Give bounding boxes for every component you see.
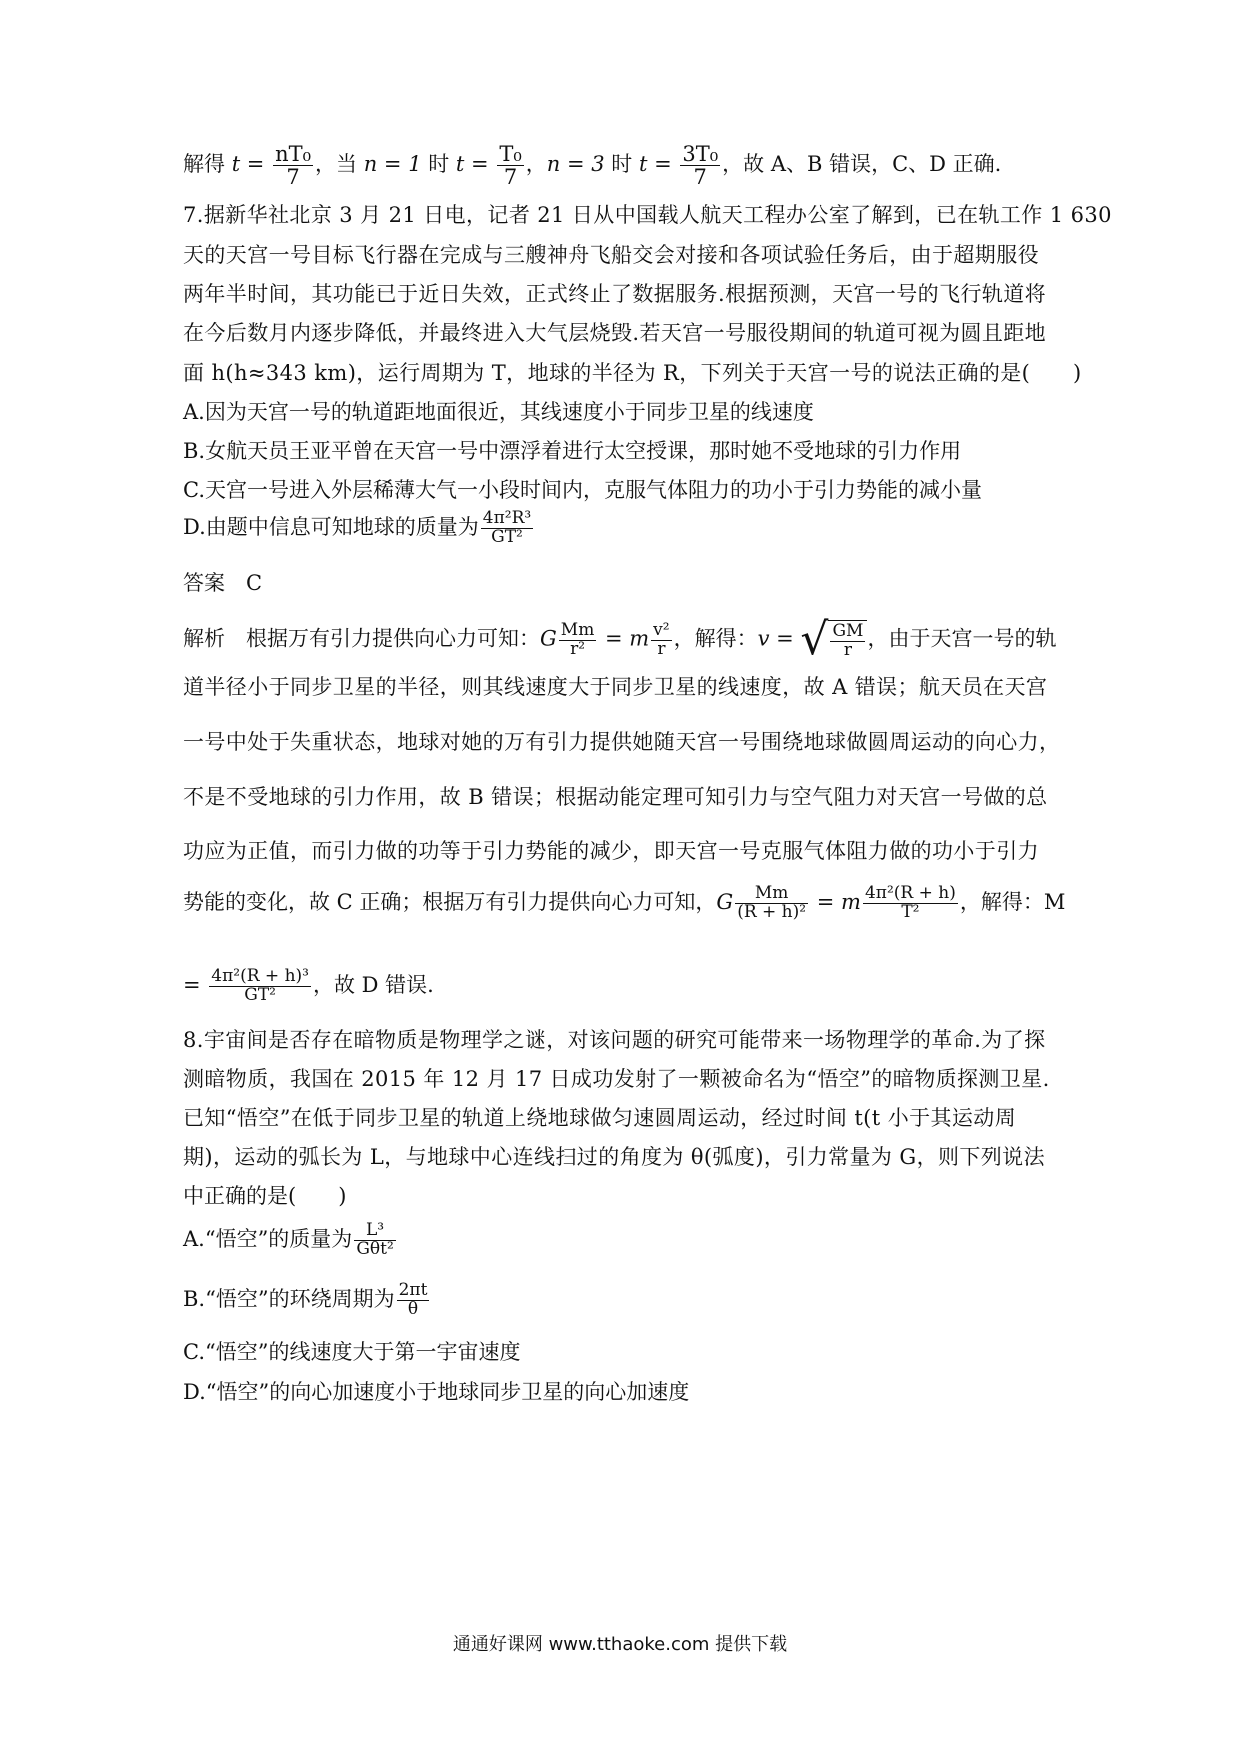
q8-option-d: D.“悟空”的向心加速度小于地球同步卫星的向心加速度 — [183, 1380, 690, 1404]
q7-analysis-line: 一号中处于失重状态，地球对她的万有引力提供她随天宫一号围绕地球做圆周运动的向心力， — [183, 730, 1061, 754]
page-footer: 通通好课网 www.tthaoke.com 提供下载 — [452, 1634, 788, 1655]
fraction: $\frac{2\pi t}{\theta}$ — [398, 1280, 428, 1319]
q7-option-b: B.女航天员王亚平曾在天宫一号中漂浮着进行太空授课，那时她不受地球的引力作用 — [183, 439, 962, 463]
fraction: $\frac{\text{3T₀}}{7}$ — [682, 142, 719, 190]
fraction: $\frac{\text{nT₀}}{7}$ — [275, 142, 312, 190]
fraction: $\frac{\text{4π²(R + h)³}}{\text{GT²}}$ — [211, 966, 309, 1005]
fraction: $\frac{Mm}{\text{(R + h)²}}$ — [737, 883, 807, 922]
square-root: √ $\frac{GM}{r}$ — [800, 618, 867, 662]
q7-analysis-line: 功应为正值，而引力做的功等于引力势能的减少，即天宫一号克服气体阻力做的功小于引力 — [183, 839, 1039, 863]
fraction: L³ Gθt² — [356, 1220, 394, 1259]
q8-stem-line: 中正确的是( ) — [183, 1184, 347, 1208]
q7-stem-line: 两年半时间，其功能已于近日失效，正式终止了数据服务.根据预测，天宫一号的飞行轨道将 — [183, 282, 1047, 306]
q7-answer: 答案 C — [183, 571, 263, 595]
q8-stem-line: 8.宇宙间是否存在暗物质是物理学之谜，对该问题的研究可能带来一场物理学的革命.为了探 — [183, 1028, 1046, 1052]
q7-stem-line: 在今后数月内逐步降低，并最终进入大气层烧毁.若天宫一号服役期间的轨道可视为圆且距地 — [183, 321, 1047, 345]
fraction: $\frac{\text{v²}}{r}$ — [653, 619, 670, 659]
q7-option-a: A.因为天宫一号的轨道距地面很近，其线速度小于同步卫星的线速度 — [183, 400, 814, 424]
q7-option-c: C.天宫一号进入外层稀薄大气一小段时间内，克服气体阻力的功小于引力势能的减小量 — [183, 478, 982, 502]
q8-stem-line: 已知“悟空”在低于同步卫星的轨道上绕地球做匀速圆周运动，经过时间 t(t 小于其运动周 — [183, 1106, 1017, 1130]
q7-analysis-line: 道半径小于同步卫星的半径，则其线速度大于同步卫星的线速度，故 A 错误；航天员在天宫 — [183, 675, 1048, 699]
fraction: $\frac{\text{4π²(R + h)}}{\text{T²}}$ — [864, 883, 956, 922]
q7-analysis-line: = $\frac{\text{4π²(R + h)³}}{\text{GT²}}$ ，故 D 错误. — [183, 966, 434, 1005]
q7-stem-line: 面 h(h≈343 km)，运行周期为 T，地球的半径为 R，下列关于天宫一号的说法正确的是( ) — [183, 361, 1082, 385]
solution-tail-line: 解得 t = $\frac{\text{nT₀}}{7}$ ，当 n = 1 时 t = $\frac{\text{T₀}}{7}$ ，n = 3 时 t = $\frac{\text{3T₀}}{7}$ ，故 A、B 错误，C、D 正确. — [183, 142, 1002, 190]
q7-analysis-line: 势能的变化，故 C 正确；根据万有引力提供向心力可知，G $\frac{Mm}{\text{(R + h)²}}$ = m $\frac{\text{4π²(R + h)}}{\text{T²}}$ ，解得：M — [183, 883, 1066, 922]
q8-stem-line: 期)，运动的弧长为 L，与地球中心连线扫过的角度为 θ(弧度)，引力常量为 G，则下列说法 — [183, 1145, 1045, 1169]
q8-option-a: A.“悟空”的质量为 L³ Gθt² — [183, 1220, 394, 1259]
q8-option-b: B.“悟空”的环绕周期为 $\frac{2\pi t}{\theta}$ — [183, 1280, 428, 1319]
q8-stem-line: 测暗物质，我国在 2015 年 12 月 17 日成功发射了一颗被命名为“悟空”的暗物质探测卫星. — [183, 1067, 1050, 1091]
fraction: $\frac{Mm}{\text{r²}}$ — [560, 619, 595, 659]
q7-analysis-line: 解析 根据万有引力提供向心力可知：G $\frac{Mm}{\text{r²}}$ = m $\frac{\text{v²}}{r}$ ，解得：v = √ $\frac{GM}{r}$ ，由于天宫一号的轨 — [183, 614, 1057, 665]
q7-analysis-line: 不是不受地球的引力作用，故 B 错误；根据动能定理可知引力与空气阻力对天宫一号做的总 — [183, 785, 1048, 809]
fraction: $\frac{GM}{r}$ — [832, 621, 864, 660]
fraction: $\frac{\text{4π²R³}}{\text{GT²}}$ — [482, 508, 532, 547]
q8-option-c: C.“悟空”的线速度大于第一宇宙速度 — [183, 1340, 521, 1364]
q7-option-d: D.由题中信息可知地球的质量为 $\frac{\text{4π²R³}}{\text{GT²}}$ — [183, 508, 532, 547]
fraction: $\frac{\text{T₀}}{7}$ — [499, 142, 522, 190]
q7-stem-line: 7.据新华社北京 3 月 21 日电，记者 21 日从中国载人航天工程办公室了解到，已在轨工作 1 630 — [183, 203, 1112, 227]
q7-stem-line: 天的天宫一号目标飞行器在完成与三艘神舟飞船交会对接和各项试验任务后，由于超期服役 — [183, 243, 1039, 267]
